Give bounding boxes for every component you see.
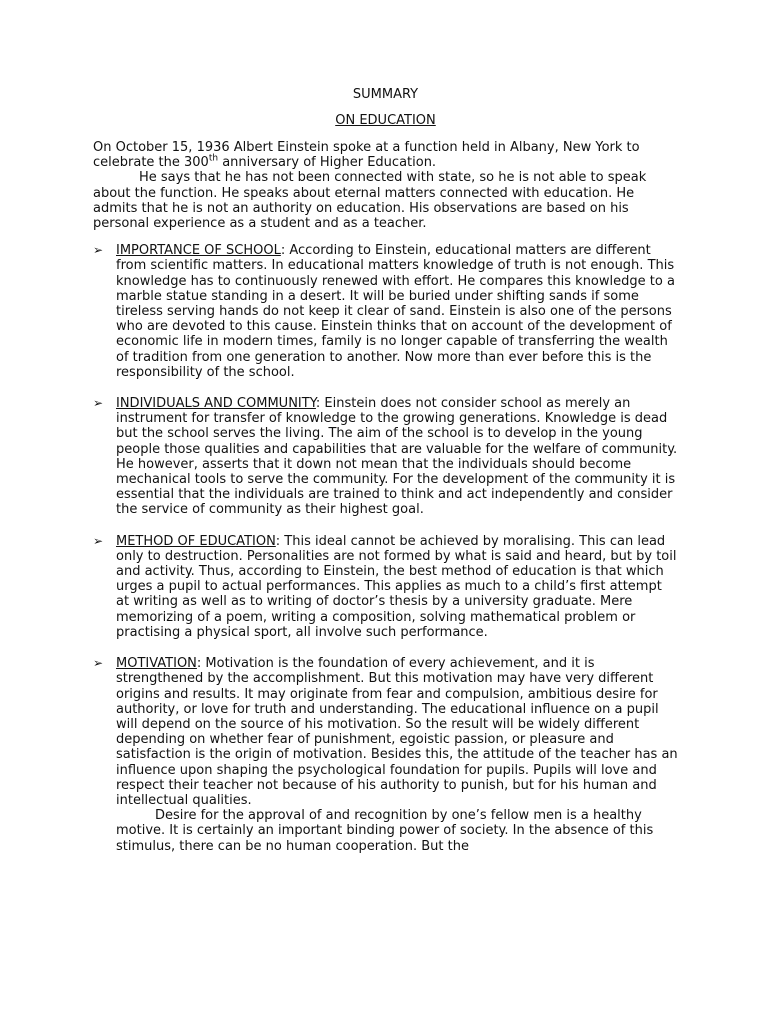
- intro-text-a: On October 15, 1936 Albert Einstein spoke at a function held in Albany, New York to celebrate the 300: [93, 140, 640, 171]
- section-body: : According to Einstein, educational matters are different from scientific matters. In educational matters knowledge of truth is not enough. This knowledge has to continuously renewed with effort. He compares this knowledge to a marble statue standing in a desert. It will be buried under shifting sands if some tireless serving hands do not keep it clear of sand. Einstein is also one of the persons who are devoted to this cause. Einstein thinks that on account of the development of economic life in modern times, family is no longer capable of transferring the wealth of tradition from one generation to another. Now more than ever before this is the responsibility of the school.: [116, 243, 675, 380]
- intro-paragraph-1: [93, 140, 678, 170]
- section-body: : This ideal cannot be achieved by moralising. This can lead only to destruction. Personalities are not formed by what is said and heard, but by toil and activity. Thus, according to Einstein, the best method of education is that which urges a pupil to actual performances. This applies as much to a child’s first attempt at writing as well as to writing of doctor’s thesis by a university graduate. Mere memorizing of a poem, writing a composition, solving mathematical problem or practising a physical sport, all involve such performance.: [116, 533, 677, 640]
- section-body: : Motivation is the foundation of every achievement, and it is strengthened by the accomplishment. But this motivation may have very different origins and results. It may originate from fear and compulsion, ambitious desire for authority, or love for truth and understanding. The educational influence on a pupil will depend on the source of his motivation. So the result will be widely different depending on whether fear of punishment, egoistic passion, or pleasure and satisfaction is the origin of motivation. Besides this, the attitude of the teacher has an influence upon shaping the psychological foundation for pupils. Pupils will love and respect their teacher not because of his authority to punish, but for his human and intellectual qualities.: [116, 656, 678, 808]
- arrow-bullet-icon: ➢: [93, 243, 104, 258]
- arrow-bullet-icon: ➢: [93, 396, 104, 411]
- section-importance-of-school: [93, 243, 678, 380]
- section-individuals-and-community: [93, 396, 678, 518]
- section-heading: METHOD OF EDUCATION: [116, 533, 276, 549]
- section-heading: INDIVIDUALS AND COMMUNITY: [116, 396, 316, 412]
- section-heading: IMPORTANCE OF SCHOOL: [116, 243, 281, 259]
- document-subtitle: ON EDUCATION: [335, 113, 436, 128]
- intro: [93, 140, 678, 231]
- section-continuation: Desire for the approval of and recognition by one’s fellow men is a healthy motive. It is certainly an important binding power of society. In the absence of this stimulus, there can be no human cooperation. But the: [116, 808, 654, 854]
- document-title: SUMMARY: [352, 87, 419, 102]
- intro-text-b: anniversary of Higher Education.: [218, 155, 437, 171]
- arrow-bullet-icon: ➢: [93, 533, 104, 548]
- section-motivation: [93, 656, 678, 854]
- intro-superscript: th: [208, 153, 219, 164]
- intro-paragraph-2: He says that he has not been connected with state, so he is not able to speak about the function. He speaks about eternal matters connected with education. He admits that he is not an authority on education. His observations are based on his personal experience as a student and as a teacher.: [93, 170, 647, 232]
- section-body: : Einstein does not consider school as merely an instrument for transfer of knowledge to the growing generations. Knowledge is dead but the school serves the living. The aim of the school is to develop in the young people those qualities and capabilities that are valuable for the welfare of community. He however, asserts that it down not mean that the individuals should become mechanical tools to serve the community. For the development of the community it is essential that the individuals are trained to think and act independently and consider the service of community as their highest goal.: [116, 396, 678, 518]
- arrow-bullet-icon: ➢: [93, 656, 104, 671]
- section-heading: MOTIVATION: [116, 656, 197, 672]
- section-method-of-education: [93, 534, 678, 640]
